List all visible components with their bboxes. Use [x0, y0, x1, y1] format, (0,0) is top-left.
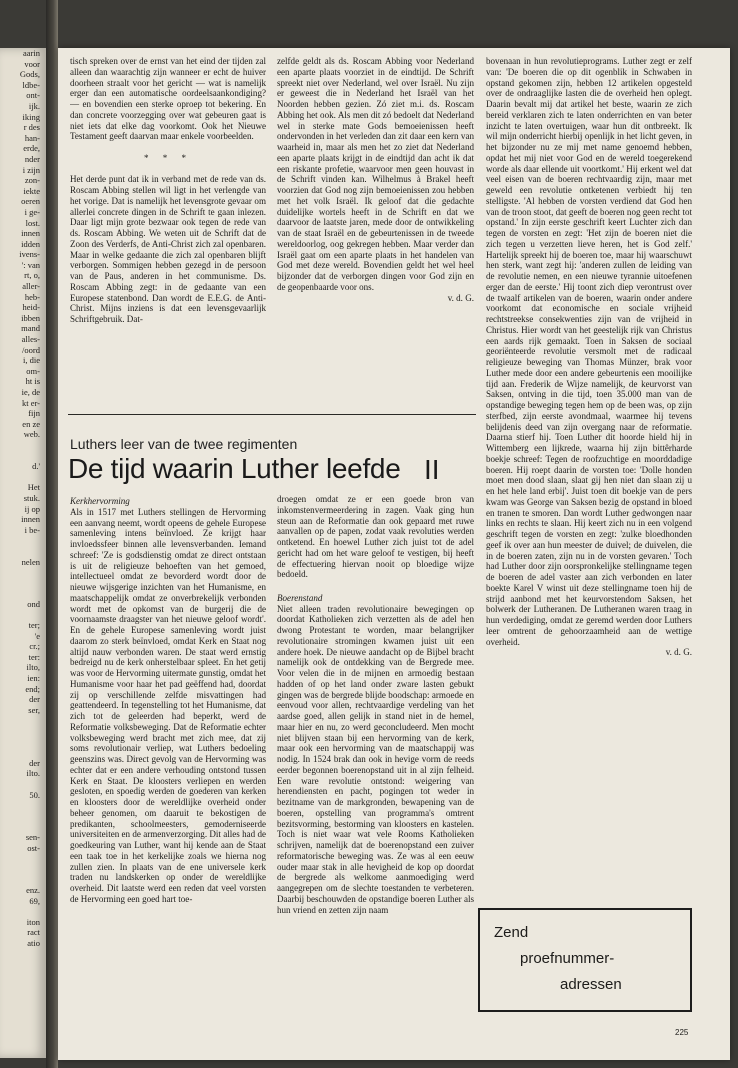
- left-page-fragment: oeren: [21, 196, 40, 207]
- left-page-fragment: i ge-: [24, 206, 40, 217]
- promo-line-3: adressen: [560, 976, 622, 993]
- left-page-fragment: heb-: [24, 291, 40, 302]
- left-page-fragment: alles-: [21, 334, 40, 345]
- left-page-fragment: /oord: [22, 344, 40, 355]
- left-page-fragment: ldbe-: [22, 79, 40, 90]
- left-page-fragment: ': van: [21, 259, 40, 270]
- article-col2-text-a: droegen omdat ze er een goede bron van inkomstenvermeerdering in zagen. Vaak ging hun steun aan de Reformatie dan ook gepaard met ruwe aanvallen op de papen, zodat vaak revoluties werden ontketend. En hoewel Luther zich juist tot de adel gericht had om het ware geloof te vestigen, bij heeft de effectuering hiervan nooit op bloedige wijze bedoeld.: [277, 494, 474, 580]
- page-number: 225: [675, 1028, 689, 1037]
- left-page-fragment: zon-: [24, 175, 40, 186]
- left-page-fragment: d.': [32, 461, 40, 472]
- promo-line-1: Zend: [494, 924, 529, 941]
- left-page-fragment: [0, 747, 46, 758]
- left-page-fragment: end;: [25, 683, 40, 694]
- left-page-fragment: rt, o,: [24, 270, 40, 281]
- top-col2-signature: v. d. G.: [447, 292, 474, 303]
- left-page-fragment: ibben: [21, 312, 40, 323]
- left-page-fragment: [0, 800, 46, 811]
- left-page-fragment: kt er-: [21, 397, 40, 408]
- left-page-fragment: ter;: [28, 620, 40, 631]
- left-page-fragment: ien:: [27, 673, 40, 684]
- left-page-fragment: [0, 715, 46, 726]
- left-page-fragment: ser,: [28, 704, 40, 715]
- left-page-fragment: ilto.: [26, 768, 40, 779]
- left-page-fragment: en ze: [22, 418, 40, 429]
- left-page-fragment: [0, 821, 46, 832]
- left-page-fragment: voor: [24, 58, 40, 69]
- promo-box: [478, 908, 692, 1012]
- left-page-fragment: [0, 567, 46, 578]
- article-part-number: II: [424, 454, 440, 485]
- top-col1-para-2: Het derde punt dat ik in verband met de rede van ds. Roscam Abbing stellen wil ligt in het verlengde van het vorige. Dat is namelijk het levensgrote gevaar om allerlei concrete dingen in de Schrift te gaan inlezen. Daar ligt mijn grote bezwaar ook tegen de rede van ds. Roscam Abbing. We weten uit de Schrift dat de Zoon des Verderfs, de Anti-Christ zich zal openbaren. Maar in welke gedaante die zich zal openbaren blijft verborgen. Sommigen hebben gezegd in de persoon van de Paus, anderen in het communisme. Ds. Roscam Abbing zegt: in de gedaante van een Europese statenbond. Dan wordt de E.E.G. de Anti-Christ. Mijns inziens is dat een levensgevaarlijk Schriftgebruik. Dat-: [70, 174, 266, 324]
- left-page-fragment: ont-: [26, 90, 40, 101]
- left-page-fragment: ht is: [25, 376, 40, 387]
- left-page-fragment: iking: [22, 111, 40, 122]
- left-page-fragment: iton: [26, 916, 40, 927]
- article-separator: [68, 414, 476, 415]
- left-page-fragment: ij op: [24, 503, 40, 514]
- left-page-fragment: iekte: [23, 185, 40, 196]
- left-page-fragment: idden: [21, 238, 40, 249]
- left-page-fragment: [0, 440, 46, 451]
- top-column-2: [277, 56, 474, 386]
- left-page-fragment: erde,: [23, 143, 40, 154]
- left-page-fragment: [0, 874, 46, 885]
- left-page-fragment: [0, 726, 46, 737]
- left-page-fragment: ilto,: [26, 662, 40, 673]
- left-page-fragment: 'e: [34, 630, 40, 641]
- left-page-fragment: nder: [24, 153, 40, 164]
- left-page-fragment: [0, 609, 46, 620]
- section-divider-stars: * * *: [143, 152, 193, 163]
- left-page-fragment: ond: [27, 598, 40, 609]
- left-page-fragment: [0, 779, 46, 790]
- left-page-fragment: 50.: [29, 789, 40, 800]
- article-col1-text: Als in 1517 met Luthers stellingen de Hervorming een aanvang neemt, wordt opeens de gehele Europese samenleving intens beïnvloed. Ze krijgt haar invloedssfeer binnen alle levensverbanden. Iemand schreef: 'Ze is godsdienstig omdat ze direct ontstaan is uit de religieuze behoeften van het gemoed, intellectueel omdat ze bevorderd wordt door de nieuwe wijsgerige inzichten van het Humanisme, en maatschappelijk omdat ze onverbrekelijk verbonden wordt met de opkomst van de burgerij die de voornaamste draagster van het nieuwe geloof wordt'. En de gehele Europese samenleving wordt juist daarom zo sterk beïnvloed, omdat Kerk en Staat nog altijd nauw verbonden waren. De staat werd ernstig bedreigd nu de kerk onherstelbaar spleet. En het getij was voor de Hervorming uitermate gunstig, omdat het Humanisme voor haar het pad geëffend had, doordat zij op verschillende zelfde misvattingen had geattendeerd. In tegenstelling tot het Humanisme, dat zich tot de geleerden had beperkt, werd de Reformatie volksbeweging. Dat de Reformatie echter volksbeweging werd bracht met zich mee, dat zij soms revolutionair verliep, wat Luthers bedoeling geenszins was. Direct gevolg van de Hervorming was echter dat er een andere verhouding ontstond tussen Kerk en Staat. De kloosters verliepen en werden gesloten, en spoedig werden de goederen van kerken en kloosters door de wereldlijke overheid onder beheer genomen, om daaruit te bekostigen de predikanten, schoolmeesters, gemoderniseerde universiteiten en de armenverzorging. Dit alles had de goedkeuring van Luther, want hij kende aan de Staat een taak toe in het kerkelijke zoals we hierna nog zullen zien. In plaats van de ene universele kerk traden nu landskerken op onder de wereldlijke overheid. Dit laatste werd een reden dat veel vorsten de Hervorming een goed hart toe-: [70, 506, 266, 904]
- left-page-fragment: i zijn: [22, 164, 40, 175]
- left-page-fragment: sen-: [25, 831, 40, 842]
- promo-line-2: proefnummer-: [520, 950, 615, 967]
- left-page-fragment: [0, 906, 46, 917]
- left-page-fragment: [0, 737, 46, 748]
- left-page-fragment: der: [29, 694, 40, 705]
- left-page-fragment: innen: [21, 514, 40, 525]
- left-page-fragment: i, die: [23, 355, 40, 366]
- book-gutter: [46, 0, 58, 1068]
- left-page-fragment: ijk.: [28, 100, 40, 111]
- left-page-fragment: atio: [27, 937, 40, 948]
- left-page-margin: [0, 48, 46, 1058]
- article-column-3: [486, 56, 692, 901]
- left-page-fragment: stuk.: [23, 492, 40, 503]
- left-page-fragment: aller-: [22, 281, 40, 292]
- left-page-fragment: [0, 588, 46, 599]
- left-page-fragment: ost-: [27, 842, 40, 853]
- left-page-fragment: [0, 864, 46, 875]
- left-page-fragment: [0, 578, 46, 589]
- article-col2-text-b: Niet alleen traden revolutionaire bewegingen op doordat Katholieken zich verzetten als de adel hen dwong Protestant te worden, maar belangrijker revolutionaire stromingen kwamen juist uit een andere hoek. De nieuwe aandacht op de Bijbel bracht namelijk ook de ontdekking van de Bergrede mee. Voor velen die in de mijnen en armoedig bestaan hadden of op het land onder zware lasten gebukt gingen was de bergrede blijde boodschap: armoede en eenvoud voor allen, rechtvaardige verdeling van het aardse goed, allen gelijk in stand niet in de hemel, maar hier en nu, zo werd geconcludeerd. Men mocht niet blijven staan bij een hervorming van de kerk, maar ook een hervorming van de maatschappij was nodig. In 1524 brak dan ook in hevige vorm de reeds eerder begonnen boerenopstand uit in al zijn felheid. Een ware revolutie ontstond: weigering van herendiensten en pacht, pogingen tot weder in bezitname van de markgronden, bewapening van de boeren, opstelling van programma's omtrent bezitsvorming, bestorming van kloosters en kastelen. Toch is niet waar wat vele Rooms Katholieken schrijven, namelijk dat de boerenopstand een zuiver reformatorische beweging was. Ze was al een eeuw ouder maar stak in alle hevigheid de kop op doordat de bergrede als welkome aanmoediging werd aangegrepen om de slechte toestanden te verbeteren. Daarbij beschouwden de opstandige boeren Luther als hun vriend en zetten zijn naam: [277, 603, 474, 915]
- left-page-fragment: om-: [26, 365, 40, 376]
- left-page-fragment: lost.: [25, 217, 40, 228]
- left-page-fragment: 69,: [29, 895, 40, 906]
- magazine-page: [58, 48, 730, 1060]
- left-page-fragment: [0, 811, 46, 822]
- left-page-fragment: innen: [21, 228, 40, 239]
- left-page-fragment: web.: [23, 429, 40, 440]
- left-page-fragment: ract: [27, 927, 40, 938]
- left-page-fragment: mand: [21, 323, 40, 334]
- article-kicker: Luthers leer van de twee regimenten: [70, 436, 298, 452]
- article-col3-signature: v. d. G.: [665, 647, 692, 658]
- left-page-fragment: ivens-: [19, 249, 40, 260]
- article-title: De tijd waarin Luther leefde: [68, 453, 401, 484]
- top-col2-text: zelfde geldt als ds. Roscam Abbing voor Nederland een aparte plaats voorziet in de eindtijd. De Schrift spreekt niet over Nederland, wel over Israël. Nu zijn er geweest die in Nederland het Israël van het Noorden hebben gezien. Zó ziet m.i. ds. Roscam Abbing het ook. Als men dit zó bedoelt dat Nederland wel in sterke mate Gods bemoeienissen heeft ondervonden in het verleden dan zit daar een kern van waarheid in, maar als men het zo ziet dat Nederland een aparte plaats krijgt in de eindtijd dan acht ik dat een riskante profetie, waarvoor men geen houvast in de Schrift vinden kan. Wilhelmus à Brakel heeft voorzien dat God nog zijn bemoeienissen zou hebben met het volk Israël. Ik geloof dat die gedachte duidelijke wortels heeft in de Schrift en dat we daarvoor de laatste jaren, mede door de ontwikkeling van de staat Israël en de gebeurtenissen in de tweede wereldoorlog, oog gekregen hebben. Maar verder dan Israël gaat om een aparte plaats in het handelen van God met deze wereld. Bovendien geldt het wel heel bijzonder dat de verborgen dingen voor God zijn en de geopenbaarde voor ons.: [277, 56, 474, 292]
- subhead-boerenstand: Boerenstand: [277, 592, 323, 603]
- subhead-kerkhervorming: Kerkhervorming: [70, 496, 130, 506]
- left-page-fragment: cr.;: [29, 641, 40, 652]
- article-col3-text: bovenaan in hun revolutieprograms. Luther zegt er zelf van: 'De boeren die op dit ogenblik in Schwaben in opstand gekomen zijn, hebben 12 artikelen opgesteld over de ondraaglijke lasten die de overheid hen oplegt. Daarin bevalt mij dat artikel het beste, waarin ze zich bereid verklaren zich te laten onderrichten en van beter inzicht te laten overtuigen, waar hun dit ontbreekt. Ik wil mijn onderricht hierbij openlijk in het licht geven, in het bijzonder nu ze mij met name genoemd hebben, opdat het mij niet voor God en de wereld toegerekend worde als daar ellende uit voortkomt.' Hij erkent wel dat veel eisen van de boeren rechtvaardig zijn, maar met geweld een revolutie ontketenen verbiedt hij ten stelligste. 'Al hebben de vorsten verdiend dat God hen van de troon stoot, dat geeft de boeren nog geen recht tot opstand.' In zijn eerste geschrift keert Luchter zich dan tegen de vorsten en zegt: 'Het zijn de boeren niet die zich tegen u verzetten lieve heren, het is God zelf.' Hartelijk spreekt hij de boeren toe, maar hij waarschuwt hen sterk, want zegt hij: 'anderen zullen de leiding van de revolutie nemen, en een nieuwe tyrannie uitoefenen erger dan de eerste.' Hij toont zich diep verontrust over de twaalf artikelen van de boeren, waarin onder andere voorkomt dat economische en sociale vrijheid rechtstreekse consekwenties zijn van de vrijheid in Christus. Hier wordt van het geestelijk rijk van Christus een aards rijk gemaakt. Toen in Saksen de sociaal georiënteerde revolutie versmolt met de radicaal religieuze beweging van Thomas Münzer, brak voor Luther mede door een andere gebeurtenis een mooilijke tijd aan. Frederik de Wijze namelijk, de keurvorst van Saksen, ontving in die tijd, toen 35.000 man van de opstandige beweging tegen hem op de been was, op zijn sterfbed, zijn eerste avondmaal, waarmee hij tevens belijdenis deed van zijn overgang naar de reformatie. Daarna stierf hij. Toen Luther dit hoorde hield hij in Wittemberg een lijkrede, waarna hij zijn bittêrharde boekje schreef: Tegen de roofzuchtige en moorddadige boeren. Hij roept daarin de vorsten toe: 'Dolle honden moet men dood slaan, slaat gij hen niet dan slaan zij u en het hele land erbij'. Juist toen dit boekje van de pers kwam was George van Saksen bezig de opstand in bloed en tranen te smoren. Dan wordt Luther gedwongen naar links en rechts te slaan. Hij keert zich nu in een volgend geschrift tegen de vorsten en zegt: 'zulke bloedhonden geef ik over aan hun meester de duivel; de duivelen, die in de boeren zaten, zijn nu in de vorsten gevaren.' Toch had Luther door zijn oorspronkelijke stellingname tegen de boeren de adel vaster aan zich verbonden en later boekte Karel V winst uit deze stellingname toen hij de strijd aanbond met het keurvorstendom Saksen, het bolwerk der Lutheranen. De Lutheranen waren traag in hun verdediging, omdat ze geremd werden door Luthers leer omtrent de gehoorzaamheid aan de wettige overheid.: [486, 56, 692, 647]
- article-column-1: [70, 494, 266, 1049]
- top-column-1: [70, 56, 266, 386]
- left-page-fragment: [0, 535, 46, 546]
- left-page-fragment: [0, 451, 46, 462]
- left-page-fragment: i be-: [24, 524, 40, 535]
- left-page-fragment: aarin: [23, 48, 40, 58]
- left-page-fragment: Het: [27, 482, 40, 493]
- article-column-2: [277, 494, 474, 1049]
- left-page-fragment: enz.: [26, 884, 40, 895]
- left-page-fragment: nelen: [21, 556, 40, 567]
- top-col1-para-1: tisch spreken over de ernst van het eind der tijden zal alleen dan waarachtig zijn wanneer er echt de huiver doorheen straalt voor het gericht — wat is namelijk erger dan een automatische oordeelsaankondiging? — en bovendien een sterke oproep tot bekering. En dan concrete voorzegging over wat gebeuren gaat is niet iets dat elke dag voorkomt. Ook het Nieuwe Testament geeft daarvan maar enkele voorbeelden.: [70, 56, 266, 142]
- left-page-fragment: r des: [23, 122, 40, 133]
- left-page-fragment: der: [29, 757, 40, 768]
- left-page-fragment: heid-: [22, 302, 40, 313]
- left-page-fragment: fijn: [28, 408, 40, 419]
- left-page-fragment: ter:: [28, 651, 40, 662]
- left-page-fragment: han-: [24, 132, 40, 143]
- left-page-fragment: Gods,: [19, 69, 40, 80]
- left-page-fragment: [0, 853, 46, 864]
- left-page-fragment: [0, 546, 46, 557]
- left-page-fragment: ie, de: [21, 387, 40, 397]
- left-page-fragment: [0, 472, 46, 483]
